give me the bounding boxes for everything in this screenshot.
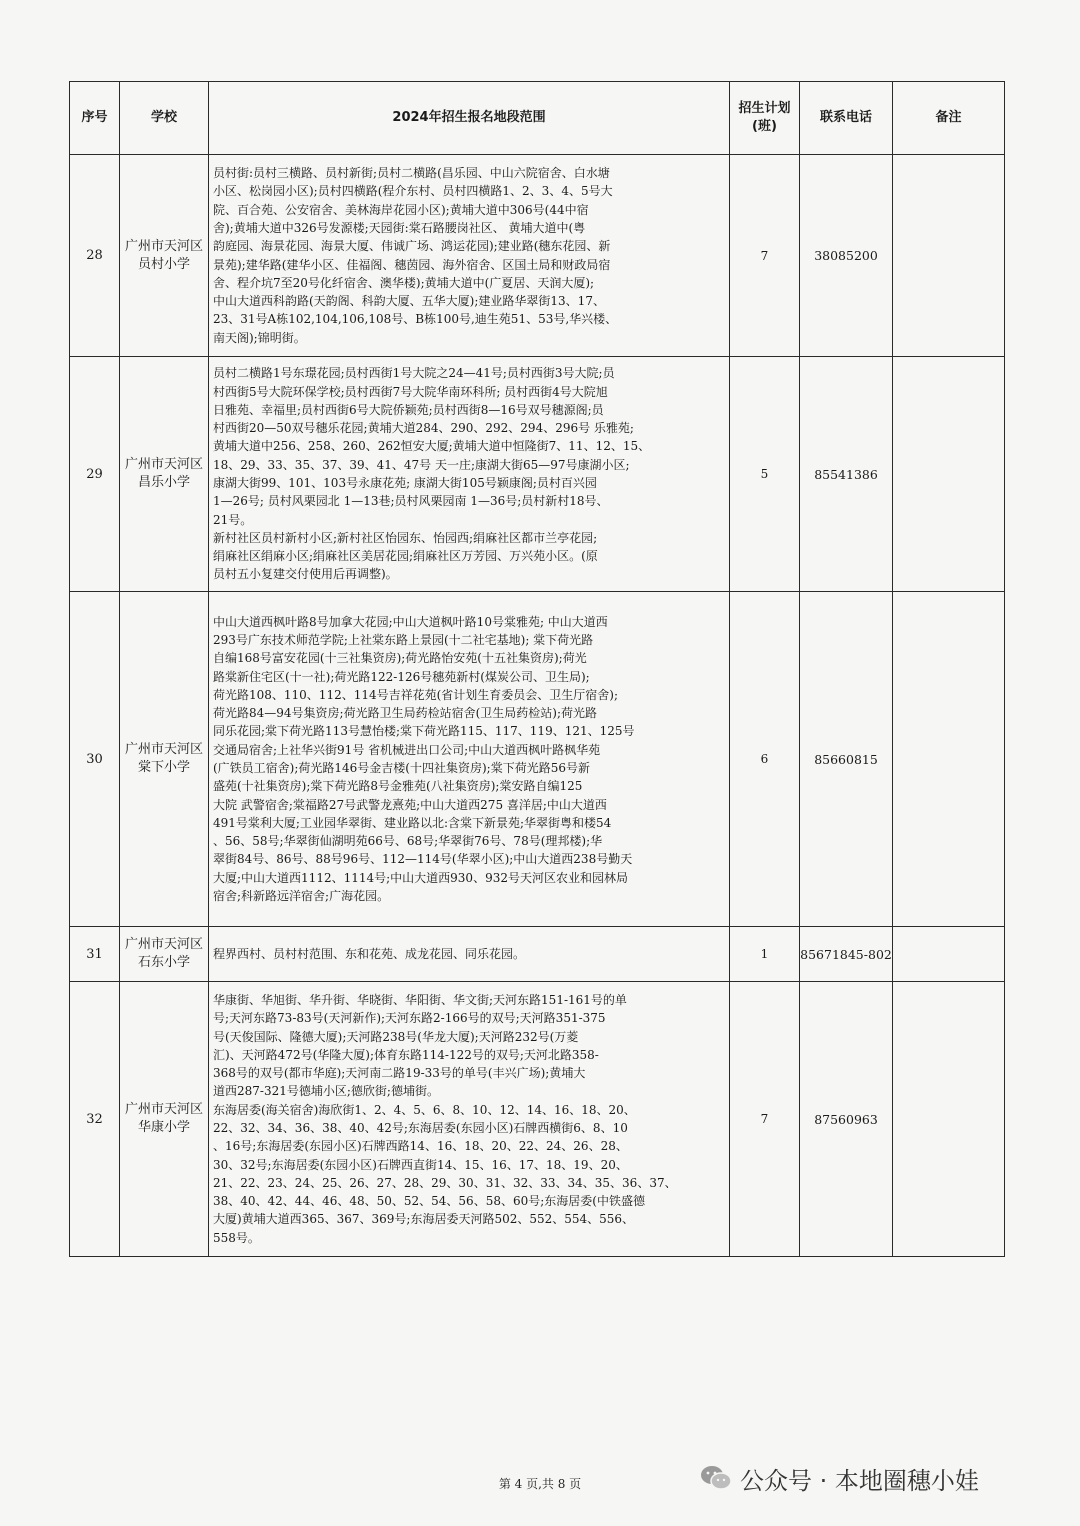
range-line: 368号的双号(都市华庭);天河南二路19-33号的单号(丰兴广场);黄埔大 [213,1066,586,1081]
range-line: 大厦;中山大道西1112、1114号;中山大道西930、932号天河区农业和园林局 [213,870,628,885]
range-line: 、16号;东海居委(东园小区)石牌西路14、16、18、20、22、24、26、28、 [213,1139,628,1154]
cell-no: 32 [70,982,120,1257]
range-line: 22、32、34、36、38、40、42号;东海居委(东园小区)石牌西横街6、8、10 [213,1121,628,1135]
range-line: 30、32号;东海居委(东园小区)石牌西直街14、15、16、17、18、19、20、 [213,1157,628,1172]
range-line: 程界西村、员村村范围、东和花苑、成龙花园、同乐花园。 [213,946,526,961]
watermark [700,1458,979,1498]
table-row [70,155,1005,357]
cell-no: 29 [70,357,120,592]
range-line: 黄埔大道中256、258、260、262恒安大厦;黄埔大道中恒隆街7、11、12、15、 [213,439,651,454]
wechat-icon [700,1464,732,1492]
range-line: (广铁员工宿舍);荷光路146号金吉楼(十四社集资房);棠下荷光路56号新 [213,761,590,775]
table-row [70,357,1005,592]
cell-plan: 6 [730,592,800,927]
range-line: 华康街、华旭街、华升街、华晓街、华阳街、华文街;天河东路151-161号的单 [213,992,627,1007]
range-line: 景苑);建华路(建华小区、佳福阁、穗茵园、海外宿舍、区国土局和财政局宿 [213,257,611,272]
range-line: 大厦)黄埔大道西365、367、369号;东海居委天河路502、552、554、556、 [213,1212,635,1227]
cell-school [120,592,209,927]
cell-phone: 38085200 [800,155,893,357]
cell-no: 30 [70,592,120,927]
school-name-line: 广州市天河区 [124,457,203,472]
range-line: 舍、程介坑7至20号化纤宿舍、澳华楼);黄埔大道中(广夏居、天润大厦); [213,275,595,290]
range-line: 盛苑(十社集资房);棠下荷光路8号金雅苑(八社集资房);棠安路自编125 [213,779,583,794]
range-line: 中山大道西枫叶路8号加拿大花园;中山大道枫叶路10号棠雅苑; 中山大道西 [213,614,608,629]
range-line: 日雅苑、幸福里;员村西街6号大院侨颖苑;员村西街8—16号双号穗源阁;员 [213,402,604,417]
range-line: 院、百合苑、公安宿舍、美林海岸花园小区);黄埔大道中306号(44中宿 [213,202,589,217]
cell-range [209,155,730,357]
cell-plan: 5 [730,357,800,592]
range-line: 自编168号富安花园(十三社集资房);荷光路怡安苑(十五社集资房);荷光 [213,651,587,666]
header-school: 学校 [120,82,209,155]
range-line: 翠街84号、86号、88号96号、112—114号(华翠小区);中山大道西238号勤天 [213,852,633,867]
range-line: 舍);黄埔大道中326号发源楼;天园街:棠石路腰岗社区、 黄埔大道中(粤 [213,220,586,235]
cell-range [209,982,730,1257]
cell-plan: 7 [730,982,800,1257]
range-line: 23、31号A栋102,104,106,108号、B栋100号,迪生苑51、53号,华兴楼、 [213,312,618,327]
cell-note [893,155,1005,357]
range-line: 38、40、42、44、46、48、50、52、54、56、58、60号;东海居委(中铁盛德 [213,1194,645,1209]
range-line: 号(天俊国际、隆德大厦);天河路238号(华龙大厦);天河路232号(万菱 [213,1029,579,1044]
admission-table [69,81,1005,1257]
cell-school [120,357,209,592]
header-note: 备注 [893,82,1005,155]
range-line: 村西街5号大院环保学校;员村西街7号大院华南环科所; 员村西街4号大院旭 [213,384,608,399]
range-line: 18、29、33、35、37、39、41、47号 天一庄;康湖大街65—97号康湖小区; [213,457,630,472]
range-line: 路棠新住宅区(十一社);荷光路122-126号穗苑新村(煤炭公司、卫生局); [213,669,590,684]
cell-plan: 7 [730,155,800,357]
header-plan-line2: (班) [752,119,777,134]
cell-range [209,592,730,927]
range-line: 康湖大街99、101、103号永康花苑; 康湖大街105号颖康阁;员村百兴园 [213,476,597,490]
range-line: 荷光路108、110、112、114号吉祥花苑(省计划生育委员会、卫生厅宿舍); [213,687,619,702]
school-name-line: 华康小学 [137,1120,190,1135]
range-line: 荷光路84—94号集资房;荷光路卫生局药检站宿舍(卫生局药检站);荷光路 [213,706,597,721]
range-line: 村西街20—50双号穗乐花园;黄埔大道284、290、292、294、296号 乐雅苑; [213,421,634,436]
cell-school [120,927,209,982]
cell-range [209,357,730,592]
range-line: 小区、松岗园小区);员村四横路(程介东村、员村四横路1、2、3、4、5号大 [213,184,613,199]
cell-plan: 1 [730,927,800,982]
cell-note [893,927,1005,982]
range-line: 员村五小复建交付使用后再调整)。 [213,567,398,582]
header-phone: 联系电话 [800,82,893,155]
school-name-line: 昌乐小学 [137,475,190,490]
school-name-line: 广州市天河区 [124,937,203,952]
cell-note [893,592,1005,927]
school-name-line: 广州市天河区 [124,1102,203,1117]
cell-phone: 85541386 [800,357,893,592]
school-name-line: 石东小学 [137,955,190,970]
header-range: 2024年招生报名地段范围 [209,82,730,155]
range-line: 大院 武警宿舍;棠福路27号武警龙熹苑;中山大道西275 喜洋居;中山大道西 [213,797,607,812]
range-line: 南天阁);锦明街。 [213,330,306,345]
range-line: 1—26号; 员村风栗园北 1—13巷;员村风栗园南 1—36号;员村新村18号、 [213,494,609,509]
page-footer: 第 4 页,共 8 页 [498,1477,582,1491]
school-name-line: 广州市天河区 [124,742,203,757]
cell-phone: 85671845-802 [800,927,893,982]
range-line: 交通局宿舍;上社华兴街91号 省机械进出口公司;中山大道西枫叶路枫华苑 [213,742,601,757]
watermark-text: 公众号 · 本地圈穗小娃 [740,1466,979,1495]
cell-school [120,982,209,1257]
range-line: 宿舍;科新路远洋宿舍;广海花园。 [213,889,390,904]
range-line: 绢麻社区绢麻小区;绢麻社区美居花园;绢麻社区万芳园、万兴苑小区。(原 [213,549,598,564]
table-row [70,982,1005,1257]
range-line: 汇)、天河路472号(华隆大厦);体育东路114-122号的双号;天河北路358- [213,1047,599,1062]
range-line: 道西287-321号德埔小区;德欣街;德埔街。 [213,1084,439,1099]
school-name-line: 广州市天河区 [124,238,203,254]
school-name-line: 棠下小学 [137,760,190,775]
range-line: 、56、58号;华翠街仙湖明苑66号、68号;华翠街76号、78号(理邦楼);华 [213,834,603,849]
range-line: 韵庭园、海景花园、海景大厦、伟诚广场、鸿运花园);建业路(穗东花园、新 [213,239,611,254]
range-line: 新村社区员村新村小区;新村社区怡园东、怡园西;绢麻社区都市兰亭花园; [213,530,598,545]
table-header-row [70,82,1005,155]
cell-phone: 85660815 [800,592,893,927]
range-line: 中山大道西科韵路(天韵阁、科韵大厦、五华大厦);建业路华翠街13、17、 [213,294,605,309]
range-line: 员村二横路1号东璟花园;员村西街1号大院之24—41号;员村西街3号大院;员 [213,366,615,381]
header-plan-line1: 招生计划 [738,101,791,116]
table-row [70,592,1005,927]
cell-no: 28 [70,155,120,357]
range-line: 东海居委(海关宿舍)海欣街1、2、4、5、6、8、10、12、14、16、18、20、 [213,1102,636,1117]
range-line: 同乐花园;棠下荷光路113号慧怡楼;棠下荷光路115、117、119、121、125号 [213,724,635,739]
range-line: 558号。 [213,1230,260,1245]
range-line: 21、22、23、24、25、26、27、28、29、30、31、32、33、34、35、36、37、 [213,1175,677,1190]
cell-note [893,357,1005,592]
cell-range [209,927,730,982]
range-line: 293号广东技术师范学院;上社棠东路上景园(十二社宅基地); 棠下荷光路 [213,632,594,647]
table-row [70,927,1005,982]
range-line: 员村街:员村三横路、员村新街;员村二横路(昌乐园、中山六院宿舍、白水塘 [213,166,610,181]
cell-note [893,982,1005,1257]
range-line: 491号棠利大厦;工业园华翠街、建业路以北:含棠下新景苑;华翠街粤和楼54 [213,815,612,830]
range-line: 号;天河东路73-83号(天河新作);天河东路2-166号的双号;天河路351-375 [213,1011,606,1026]
school-name-line: 员村小学 [137,256,190,272]
cell-school [120,155,209,357]
cell-phone: 87560963 [800,982,893,1257]
header-no: 序号 [70,82,120,155]
table-body [70,155,1005,1257]
range-line: 21号。 [213,512,253,527]
header-plan [730,82,800,155]
cell-no: 31 [70,927,120,982]
